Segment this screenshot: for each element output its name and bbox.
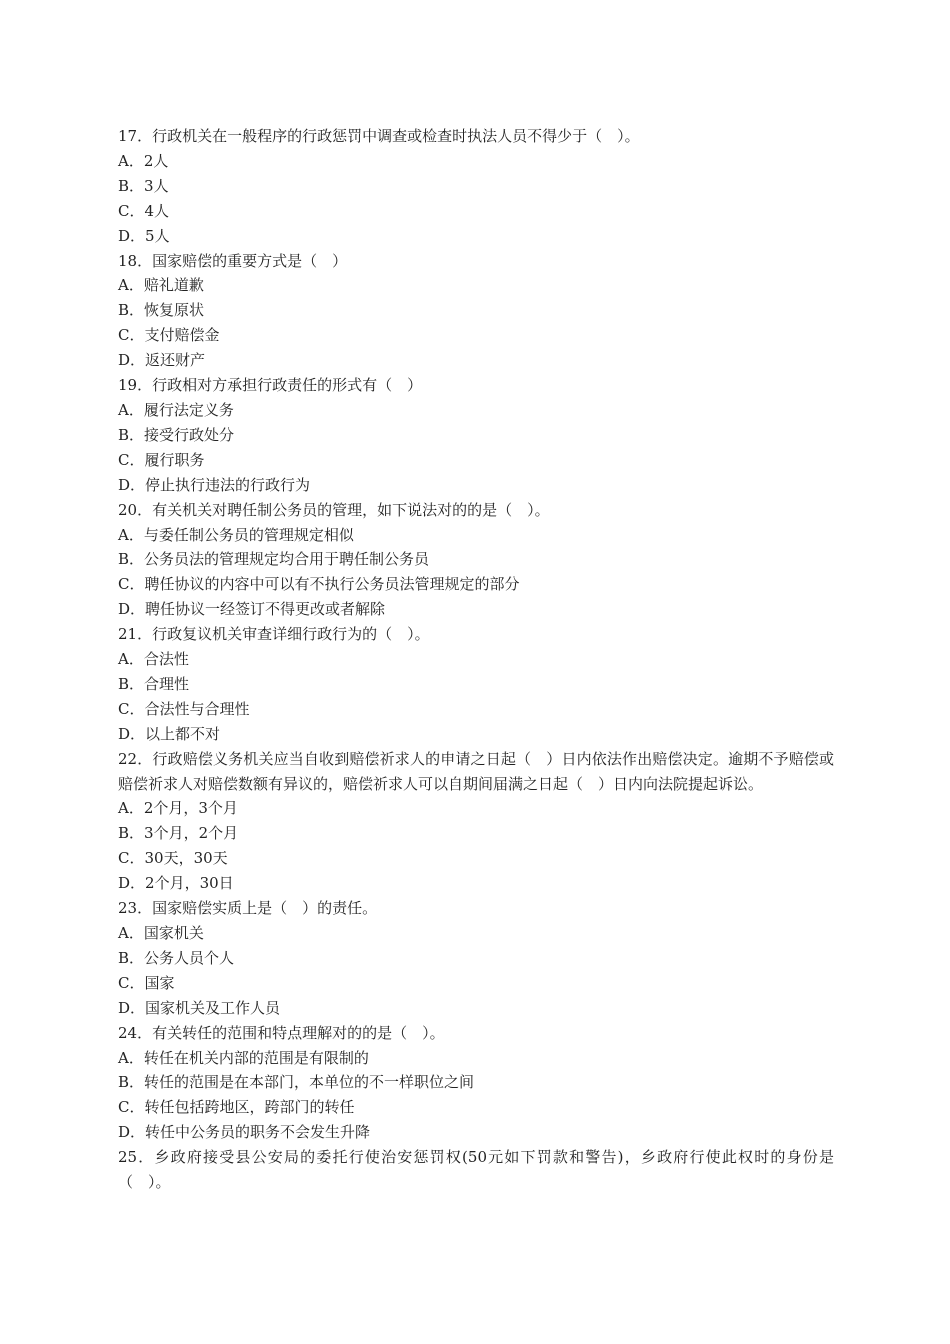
option-d: D．聘任协议一经签订不得更改或者解除 (118, 600, 386, 619)
option-d: D．5人 (118, 226, 170, 245)
option-a: A．与委任制公务员的管理规定相似 (118, 525, 354, 544)
option-list (118, 647, 834, 747)
option-c: C．合法性与合理性 (118, 699, 250, 718)
question-text: 24．有关转任的范围和特点理解对的的是（ ）。 (118, 1023, 445, 1042)
option-a: A．2个月，3个月 (118, 799, 238, 818)
option-c: C．履行职务 (118, 450, 205, 469)
option-b: B．转任的范围是在本部门，本单位的不一样职位之间 (118, 1073, 475, 1092)
option-a: A．国家机关 (118, 924, 204, 942)
option-a: A．履行法定义务 (118, 400, 234, 419)
option-a: A．2人 (118, 151, 169, 170)
question-17 (118, 124, 834, 249)
question-20 (118, 498, 834, 623)
option-d: D．返还财产 (118, 351, 206, 370)
option-c: C．转任包括跨地区，跨部门的转任 (118, 1098, 355, 1117)
option-d: D．以上都不对 (118, 724, 221, 743)
question-text: 18．国家赔偿的重要方式是（ ） (118, 251, 348, 270)
question-23 (118, 896, 834, 1021)
question-list (118, 124, 834, 1195)
option-list (118, 398, 834, 498)
option-list (118, 921, 834, 1021)
option-d: D．停止执行违法的行政行为 (118, 475, 311, 494)
question-text: 19．行政相对方承担行政责任的形式有（ ） (118, 376, 423, 395)
question-text: 22．行政赔偿义务机关应当自收到赔偿祈求人的申请之日起（ ）日内依法作出赔偿决定。逾期不予赔偿或赔偿祈求人对赔偿数额有异议的，赔偿祈求人可以自期间届满之日起（ ）日内向法院提起诉讼。 (118, 749, 834, 793)
question-text: 21．行政复议机关审查详细行政行为的（ ）。 (118, 625, 430, 644)
option-d: D．转任中公务员的职务不会发生升降 (118, 1123, 371, 1142)
question-19 (118, 373, 834, 498)
option-c: C．30天，30天 (118, 849, 228, 868)
question-text: 20．有关机关对聘任制公务员的管理，如下说法对的的是（ ）。 (118, 500, 550, 519)
option-b: B．3人 (118, 176, 169, 195)
option-list (118, 273, 834, 373)
question-24 (118, 1021, 834, 1146)
option-list (118, 796, 834, 896)
option-b: B．3个月，2个月 (118, 824, 239, 843)
option-a: A．赔礼道歉 (118, 276, 204, 295)
question-text: 17．行政机关在一般程序的行政惩罚中调查或检查时执法人员不得少于（ ）。 (118, 127, 640, 145)
question-25 (118, 1145, 834, 1195)
option-b: B．合理性 (118, 674, 190, 693)
option-c: C．支付赔偿金 (118, 326, 220, 345)
option-c: C．国家 (118, 973, 175, 992)
option-d: D．2个月，30日 (118, 874, 234, 893)
option-list (118, 523, 834, 623)
question-22 (118, 747, 834, 896)
option-b: B．接受行政处分 (118, 425, 235, 444)
option-d: D．国家机关及工作人员 (118, 998, 281, 1017)
option-b: B．公务员法的管理规定均合用于聘任制公务员 (118, 550, 430, 569)
option-c: C．聘任协议的内容中可以有不执行公务员法管理规定的部分 (118, 575, 520, 594)
question-text: 25．乡政府接受县公安局的委托行使治安惩罚权(50元如下罚款和警告)，乡政府行使此权时的身份是（ ）。 (118, 1148, 834, 1192)
option-list (118, 149, 834, 249)
option-b: B．恢复原状 (118, 301, 205, 320)
question-18 (118, 249, 834, 374)
question-21 (118, 622, 834, 747)
question-text: 23．国家赔偿实质上是（ ）的责任。 (118, 899, 378, 918)
option-c: C．4人 (118, 201, 170, 220)
option-b: B．公务人员个人 (118, 948, 235, 967)
option-a: A．转任在机关内部的范围是有限制的 (118, 1048, 369, 1067)
option-a: A．合法性 (118, 650, 189, 669)
option-list (118, 1046, 834, 1146)
